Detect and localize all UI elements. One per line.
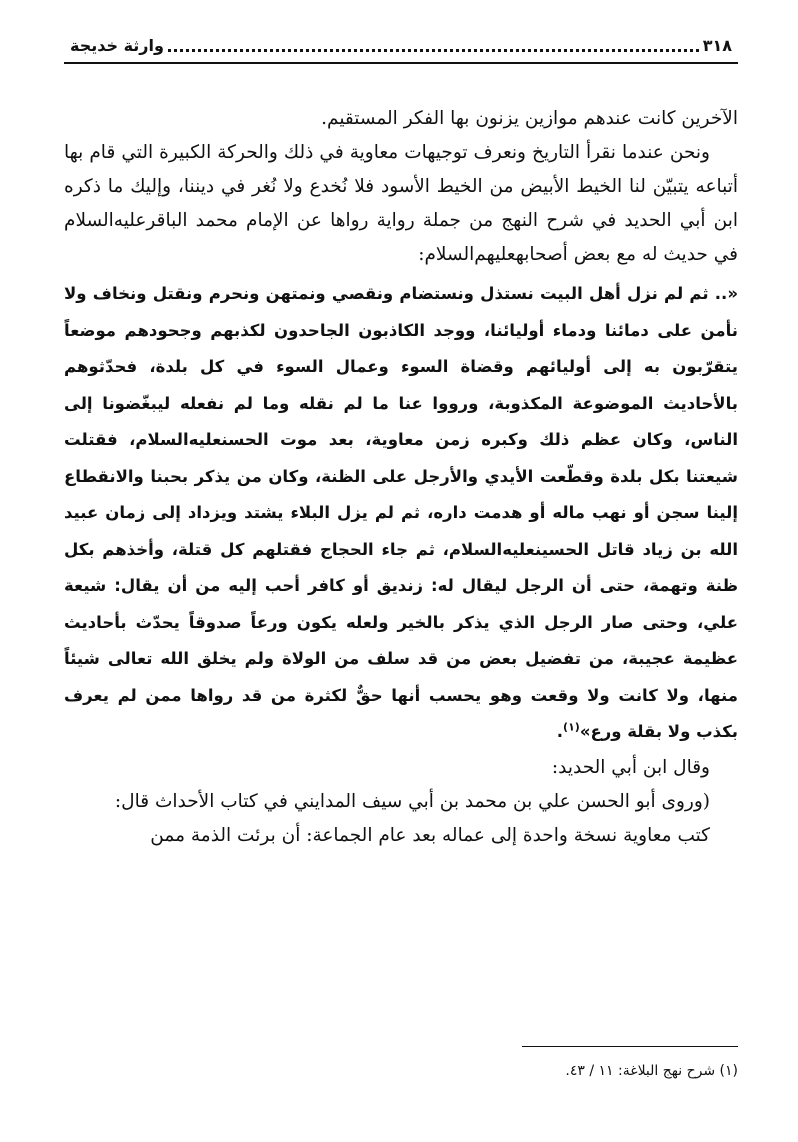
book-title: وارثة خديجة: [70, 35, 164, 55]
paragraph-history: ونحن عندما نقرأ التاريخ ونعرف توجيهات معاوية في ذلك والحركة الكبيرة التي قام بها أتباعه يتبيّن لنا الخيط الأبيض من الخيط الأسود فلا نُخدع ولا نُغر في ديننا، وإليك ما ذكره ابن أبي الحديد في شرح النهج من جملة رواية رواها عن الإمام محمد الباقرعليه‌السلام في حديث له مع بعض أصحابهعليهم‌السلام:: [64, 142, 738, 265]
page-number: ٣١٨: [702, 35, 732, 55]
paragraph-ibn-abi-hadid: وقال ابن أبي الحديد:: [551, 756, 710, 778]
header-rule: [64, 62, 738, 64]
quotation-end: .: [556, 722, 564, 741]
quotation-block: [64, 276, 738, 751]
paragraph-muawiya-letter: كتب معاوية نسخة واحدة إلى عماله بعد عام الجماعة: أن برئت الذمة ممن: [150, 824, 710, 846]
footnote-rule: [522, 1046, 738, 1047]
footnote-marker: (١): [563, 720, 580, 734]
running-header: [64, 30, 738, 60]
header-dot-leader: [168, 47, 699, 52]
paragraph-opening: الآخرين كانت عندهم موازين يزنون بها الفكر المستقيم.: [321, 108, 738, 129]
paragraph-madaini: (وروى أبو الحسن علي بن محمد بن أبي سيف المدايني في كتاب الأحداث قال:: [114, 790, 710, 812]
quotation-text: «.. ثم لم نزل أهل البيت نستذل ونستضام ونقصي ونمتهن ونحرم ونقتل ونخاف ولا نأمن على دمائنا ودماء أوليائنا، ووجد الكاذبون الجاحدون لكذبهم وجحودهم موضعاً يتقرّبون به إلى أوليائهم وقضاة السوء وعمال السوء في كل بلدة، فحدّثوهم بالأحاديث الموضوعة المكذوبة، ورووا عنا ما لم نقله وما لم نفعله ليبغّضونا إلى الناس، وكان عظم ذلك وكبره زمن معاوية، بعد موت الحسنعليه‌السلام، فقتلت شيعتنا بكل بلدة وقطّعت الأيدي والأرجل على الظنة، وكان من يذكر بحبنا والانقطاع إلينا سجن أو نهب ماله أو هدمت داره، ثم لم يزل البلاء يشتد ويزداد إلى زمان عبيد الله بن زياد قاتل الحسينعليه‌السلام، ثم جاء الحجاج فقتلهم كل قتلة، وأخذهم بكل ظنة وتهمة، حتى أن الرجل ليقال له: زنديق أو كافر أحب إليه من أن يقال: شيعة علي، وحتى صار الرجل الذي يذكر بالخير ولعله يكون ورعاً صدوقاً يحدّث بأحاديث عظيمة عجيبة، من تفضيل بعض من قد سلف من الولاة ولم يخلق الله تعالى شيئاً منها، ولا كانت ولا وقعت وهو يحسب أنها حقٌّ لكثرة من قد رواها ممن لم يعرف بكذب ولا بقلة ورع»: [64, 284, 738, 741]
footnote: (١) شرح نهج البلاغة: ١١ / ٤٣.: [565, 1063, 738, 1079]
page-body: [64, 102, 738, 853]
book-page: [64, 30, 738, 1110]
